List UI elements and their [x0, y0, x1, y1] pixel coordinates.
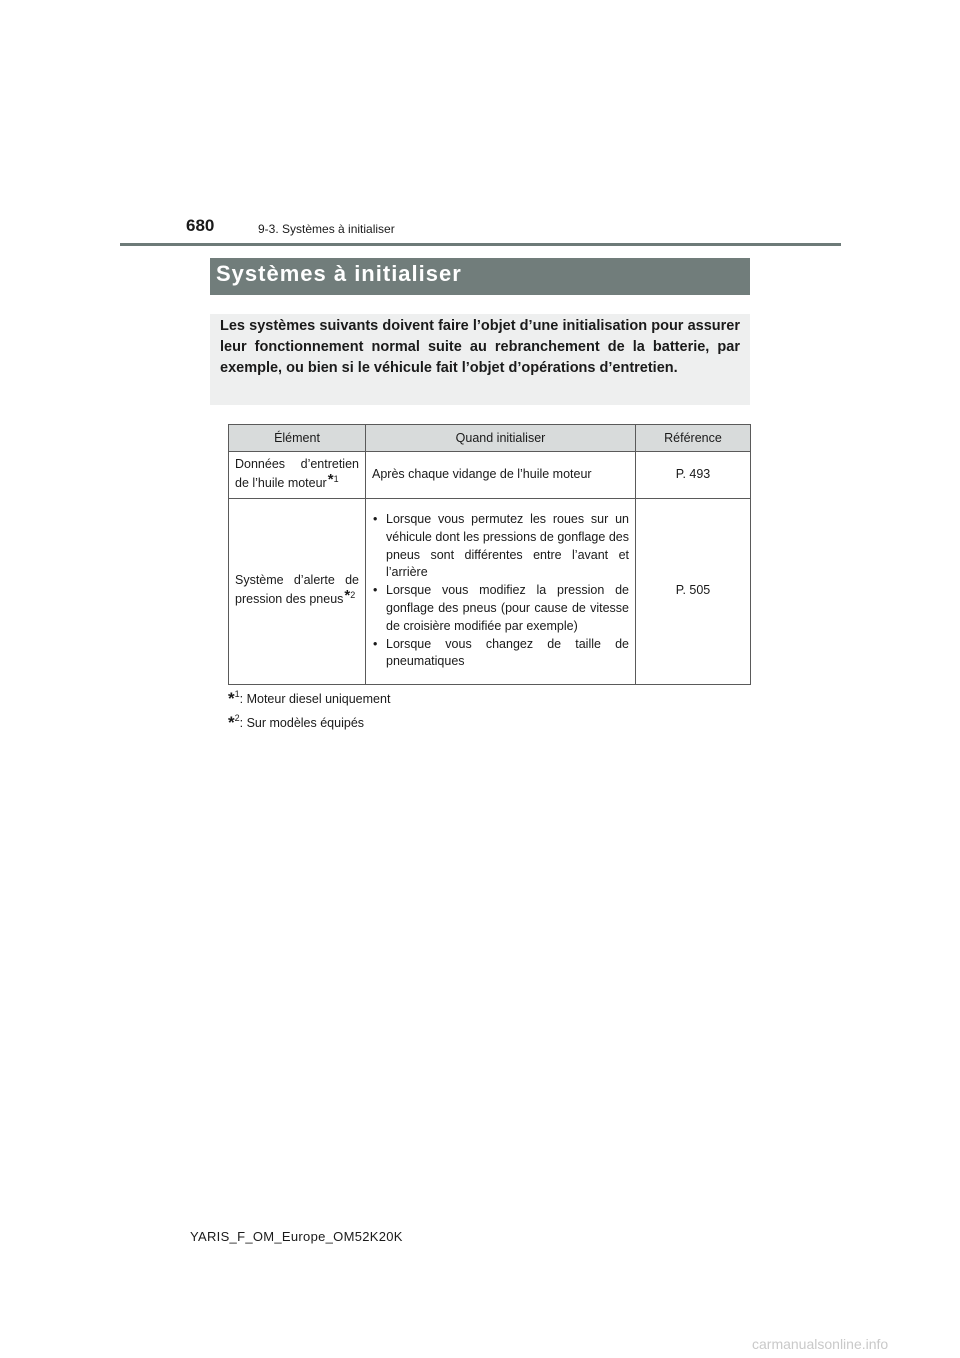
- item-text: Système d’alerte de pression des pneus: [235, 573, 359, 607]
- footnote-marker: *: [327, 470, 334, 488]
- column-header-when: Quand initialiser: [366, 425, 636, 452]
- list-item: • Lorsque vous permutez les roues sur un véhicule dont les pressions de gonflage des pneus sont différentes entre l’avant et l’arrière: [372, 511, 629, 582]
- document-code: YARIS_F_OM_Europe_OM52K20K: [190, 1229, 403, 1244]
- footnote-1: [228, 688, 390, 708]
- footnote-text: : Moteur diesel uniquement: [239, 692, 391, 706]
- cell-reference: P. 493: [636, 452, 751, 499]
- footnote-marker: *: [344, 587, 351, 605]
- footnote-marker: *: [228, 689, 235, 708]
- table-row: [229, 498, 751, 684]
- footnote-2: [228, 712, 364, 732]
- column-header-reference: Référence: [636, 425, 751, 452]
- list-item: • Lorsque vous modifiez la pression de gonflage des pneus (pour cause de vitesse de croisière modifiée par exemple): [372, 582, 629, 635]
- footnote-number: 2: [350, 590, 356, 601]
- item-text: Données d’entretien de l’huile moteur: [235, 457, 359, 490]
- page-number: 680: [186, 216, 215, 235]
- cell-item: [229, 498, 366, 684]
- list-item: • Lorsque vous changez de taille de pneumatiques: [372, 636, 629, 672]
- footnote-text: : Sur modèles équipés: [239, 716, 365, 730]
- page-title: Systèmes à initialiser: [210, 258, 750, 295]
- cell-when: Après chaque vidange de l’huile moteur: [366, 452, 636, 499]
- table-row: [229, 452, 751, 499]
- watermark: carmanualsonline.info: [752, 1336, 889, 1352]
- section-label: 9-3. Systèmes à initialiser: [258, 222, 395, 236]
- table-header-row: [229, 425, 751, 452]
- footnote-marker: *: [228, 713, 235, 732]
- header-rule: [120, 243, 841, 246]
- intro-paragraph: Les systèmes suivants doivent faire l’objet d’une initialisation pour assurer leur fonctionnement normal suite au rebranchement de la batterie, par exemple, ou bien si le véhicule fait l’objet d’opérations d’entretien.: [210, 314, 750, 405]
- cell-item: [229, 452, 366, 499]
- footnote-number: 2: [234, 713, 240, 723]
- cell-when: [366, 498, 636, 684]
- when-list: [372, 511, 629, 671]
- column-header-item: Élément: [229, 425, 366, 452]
- footnote-number: 1: [234, 689, 240, 699]
- systems-table: [228, 424, 751, 685]
- footnote-number: 1: [333, 473, 339, 484]
- cell-reference: P. 505: [636, 498, 751, 684]
